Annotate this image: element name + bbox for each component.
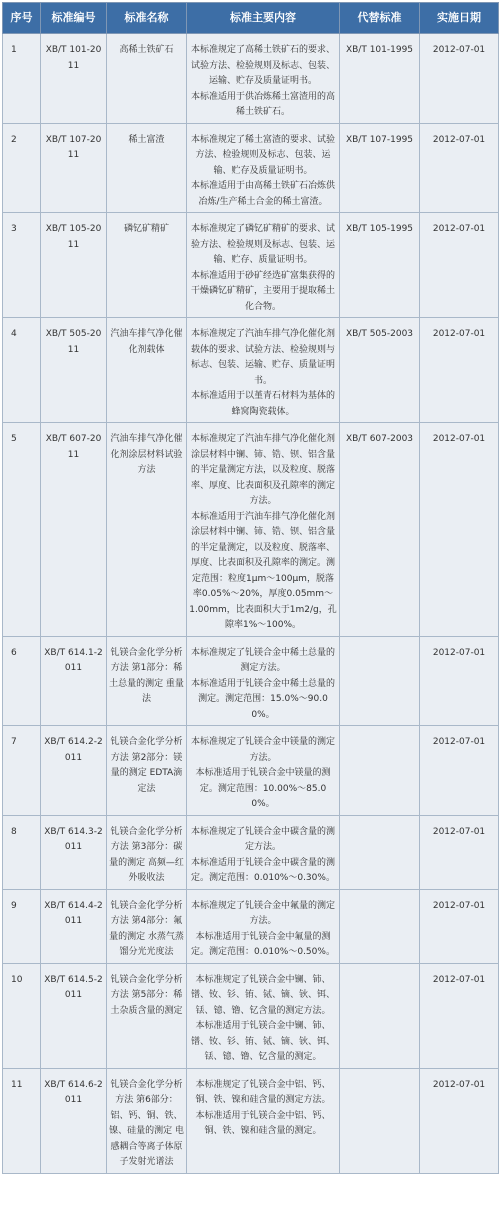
cell-code: XB/T 614.4-2011: [41, 889, 107, 963]
content-scope: 本标准规定了稀土富渣的要求、试验方法、检验规则及标志、包装、运输、贮存及质量证明书。: [190, 134, 335, 176]
table-row: [3, 815, 499, 889]
content-scope: 本标准规定了汽油车排气净化催化剂涂层材料中镧、铈、锆、钡、铝含量的半定量测定方法，以及粒度、脱落率、厚度、比表面积及孔隙率的测定方法。: [190, 434, 335, 506]
content-applicability: 本标准适用于钆镁合金中镧、铈、镨、钕、钐、铕、铽、镝、钬、铒、铥、镱、镥、钇含量的测定。: [190, 1021, 335, 1062]
cell-content: [187, 1068, 340, 1173]
content-applicability: 本标准适用于汽油车排气净化催化剂涂层材料中镧、铈、锆、钡、铝含量的半定量测定，以及粒度、脱落率、厚度、比表面积及孔隙率的测定。测定范围：粒度1μm～100μm，脱落率0.05%～20%，厚度0.05mm～1.00mm，比表面积大于1m2/g，孔隙率1%～100%。: [189, 511, 337, 630]
content-scope: 本标准规定了钆镁合金中碳含量的测定方法。: [190, 826, 335, 852]
header-name: 标准名称: [107, 3, 187, 34]
cell-no: 9: [3, 889, 41, 963]
cell-replaces: XB/T 607-2003: [340, 423, 420, 637]
cell-replaces: XB/T 107-1995: [340, 123, 420, 213]
cell-date: 2012-07-01: [420, 34, 499, 124]
table-header: [3, 3, 499, 34]
cell-content: [187, 318, 340, 423]
cell-name: 汽油车排气净化催化剂载体: [107, 318, 187, 423]
cell-date: 2012-07-01: [420, 423, 499, 637]
cell-replaces: [340, 636, 420, 726]
table-row: [3, 318, 499, 423]
cell-content: [187, 815, 340, 889]
table-body: [3, 34, 499, 1174]
standards-table: [2, 2, 499, 1174]
header-code: 标准编号: [41, 3, 107, 34]
cell-name: 汽油车排气净化催化剂涂层材料试验方法: [107, 423, 187, 637]
cell-no: 4: [3, 318, 41, 423]
cell-content: [187, 636, 340, 726]
content-applicability: 本标准适用于钆镁合金中碳含量的测定。测定范围：0.010%～0.30%。: [190, 857, 335, 883]
cell-no: 11: [3, 1068, 41, 1173]
cell-code: XB/T 614.5-2011: [41, 963, 107, 1068]
content-applicability: 本标准适用于钆镁合金中镁量的测定。测定范围：10.00%～85.00%。: [195, 768, 331, 809]
cell-name: 稀土富渣: [107, 123, 187, 213]
cell-no: 3: [3, 213, 41, 318]
cell-name: 磷钇矿精矿: [107, 213, 187, 318]
cell-date: 2012-07-01: [420, 213, 499, 318]
cell-name: 钆镁合金化学分析方法 第6部分：铝、钙、铜、铁、镍、硅量的测定 电感耦合等离子体原子发射光谱法: [107, 1068, 187, 1173]
cell-date: 2012-07-01: [420, 636, 499, 726]
cell-date: 2012-07-01: [420, 963, 499, 1068]
cell-code: XB/T 614.3-2011: [41, 815, 107, 889]
content-scope: 本标准规定了钆镁合金中镁量的测定方法。: [190, 737, 335, 763]
cell-replaces: XB/T 505-2003: [340, 318, 420, 423]
table-row: [3, 889, 499, 963]
content-applicability: 本标准适用于钆镁合金中氟量的测定。测定范围：0.010%～0.50%。: [191, 931, 335, 957]
header-date: 实施日期: [420, 3, 499, 34]
content-applicability: 本标准适用于以堇青石材料为基体的蜂窝陶瓷载体。: [190, 391, 335, 417]
cell-code: XB/T 607-2011: [41, 423, 107, 637]
cell-name: 钆镁合金化学分析方法 第1部分：稀土总量的测定 重量法: [107, 636, 187, 726]
cell-replaces: XB/T 101-1995: [340, 34, 420, 124]
content-scope: 本标准规定了钆镁合金中稀土总量的测定方法。: [190, 647, 335, 673]
cell-code: XB/T 614.6-2011: [41, 1068, 107, 1173]
cell-code: XB/T 614.1-2011: [41, 636, 107, 726]
cell-replaces: XB/T 105-1995: [340, 213, 420, 318]
cell-code: XB/T 105-2011: [41, 213, 107, 318]
cell-replaces: [340, 963, 420, 1068]
cell-replaces: [340, 889, 420, 963]
content-applicability: 本标准适用于钆镁合金中铝、钙、铜、铁、镍和硅含量的测定。: [195, 1110, 331, 1136]
cell-content: [187, 213, 340, 318]
table-row: [3, 726, 499, 816]
content-applicability: 本标准适用于砂矿经选矿富集获得的干燥磷钇矿精矿，主要用于提取稀土化合物。: [190, 270, 335, 312]
cell-content: [187, 726, 340, 816]
cell-no: 8: [3, 815, 41, 889]
table-row: [3, 123, 499, 213]
cell-name: 钆镁合金化学分析方法 第2部分：镁量的测定 EDTA滴定法: [107, 726, 187, 816]
cell-code: XB/T 101-2011: [41, 34, 107, 124]
content-scope: 本标准规定了钆镁合金中氟量的测定方法。: [190, 900, 335, 926]
header-row: [3, 3, 499, 34]
content-applicability: 本标准适用于供冶炼稀土富渣用的高稀土铁矿石。: [190, 91, 335, 117]
cell-no: 10: [3, 963, 41, 1068]
cell-date: 2012-07-01: [420, 1068, 499, 1173]
cell-name: 钆镁合金化学分析方法 第4部分：氟量的测定 水蒸气蒸馏分光光度法: [107, 889, 187, 963]
table-row: [3, 1068, 499, 1173]
table-row: [3, 963, 499, 1068]
cell-no: 2: [3, 123, 41, 213]
cell-content: [187, 34, 340, 124]
cell-name: 高稀土铁矿石: [107, 34, 187, 124]
header-no: 序号: [3, 3, 41, 34]
table-row: [3, 423, 499, 637]
content-scope: 本标准规定了钆镁合金中铝、钙、铜、铁、镍和硅含量的测定方法。: [195, 1079, 331, 1105]
header-content: 标准主要内容: [187, 3, 340, 34]
content-scope: 本标准规定了汽油车排气净化催化剂载体的要求、试验方法、检验规则与标志、包装、运输、贮存、质量证明书。: [190, 329, 335, 386]
content-scope: 本标准规定了钆镁合金中镧、铈、镨、钕、钐、铕、铽、镝、钬、铒、铥、镱、镥、钇含量的测定方法。: [190, 974, 335, 1016]
cell-code: XB/T 505-2011: [41, 318, 107, 423]
table-row: [3, 34, 499, 124]
table-row: [3, 213, 499, 318]
content-applicability: 本标准适用于钆镁合金中稀土总量的测定。测定范围：15.0%～90.00%。: [190, 678, 335, 720]
cell-no: 5: [3, 423, 41, 637]
cell-name: 钆镁合金化学分析方法 第3部分：碳量的测定 高频—红外吸收法: [107, 815, 187, 889]
standards-page: [0, 2, 500, 1215]
cell-no: 1: [3, 34, 41, 124]
cell-no: 6: [3, 636, 41, 726]
cell-content: [187, 963, 340, 1068]
cell-content: [187, 889, 340, 963]
cell-name: 钆镁合金化学分析方法 第5部分：稀土杂质含量的测定: [107, 963, 187, 1068]
cell-replaces: [340, 815, 420, 889]
cell-code: XB/T 614.2-2011: [41, 726, 107, 816]
cell-no: 7: [3, 726, 41, 816]
cell-content: [187, 123, 340, 213]
content-applicability: 本标准适用于由高稀土铁矿石冶炼供冶炼/生产稀土合金的稀土富渣。: [190, 181, 335, 207]
cell-code: XB/T 107-2011: [41, 123, 107, 213]
content-scope: 本标准规定了磷钇矿精矿的要求、试验方法、检验规则及标志、包装、运输、贮存、质量证明书。: [190, 224, 335, 265]
cell-replaces: [340, 1068, 420, 1173]
cell-date: 2012-07-01: [420, 123, 499, 213]
cell-date: 2012-07-01: [420, 726, 499, 816]
cell-date: 2012-07-01: [420, 889, 499, 963]
header-replaces: 代替标准: [340, 3, 420, 34]
cell-content: [187, 423, 340, 637]
content-scope: 本标准规定了高稀土铁矿石的要求、试验方法、检验规则及标志、包装、运输、贮存及质量证明书。: [190, 45, 335, 86]
cell-replaces: [340, 726, 420, 816]
table-row: [3, 636, 499, 726]
cell-date: 2012-07-01: [420, 318, 499, 423]
cell-date: 2012-07-01: [420, 815, 499, 889]
